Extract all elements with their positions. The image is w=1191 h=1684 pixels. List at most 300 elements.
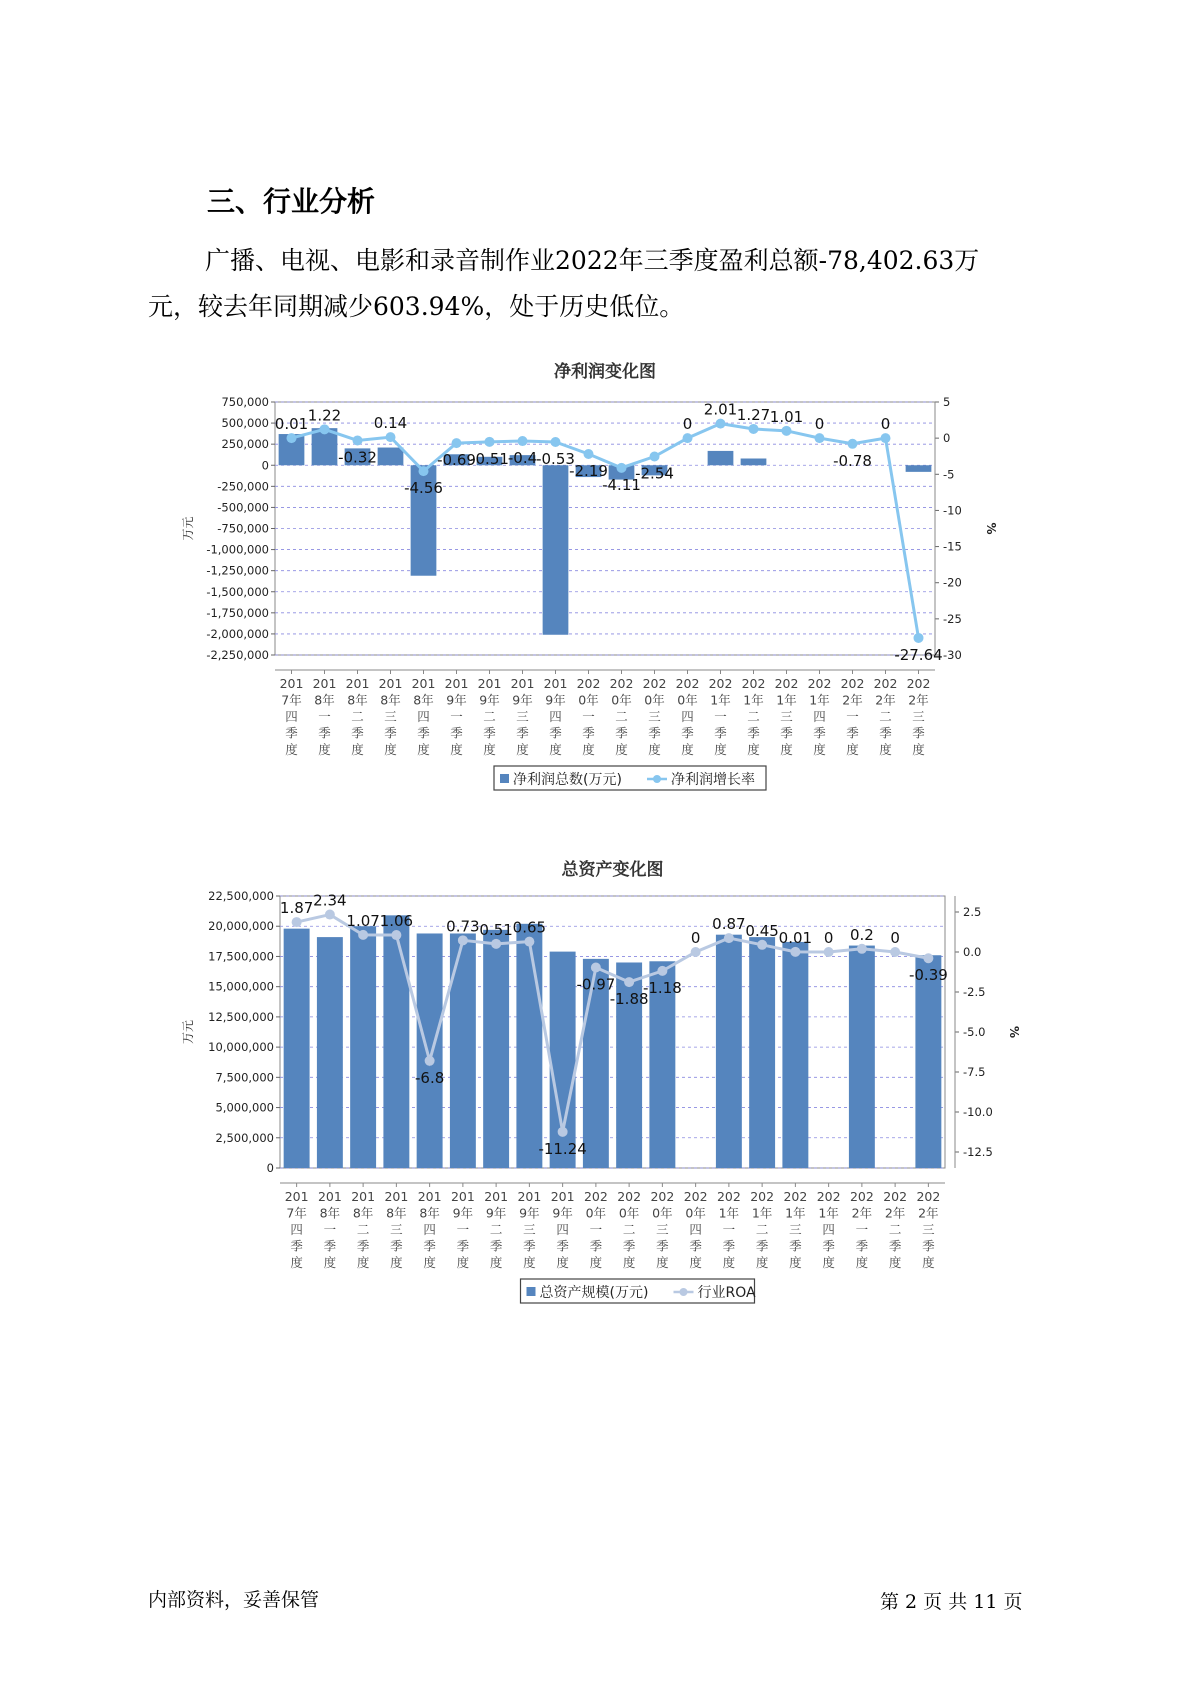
x-tick-label-part: 四 (290, 1222, 303, 1237)
line-point (624, 977, 634, 987)
data-label: -2.19 (569, 461, 608, 480)
data-label: 0.14 (373, 414, 408, 433)
x-tick-label-part: 季 (813, 725, 826, 741)
line-point (716, 419, 726, 429)
x-tick-label-part: 度 (689, 1255, 702, 1270)
x-tick-label-part: 202 (774, 676, 799, 691)
x-tick-label-part: 三 (390, 1222, 403, 1237)
x-tick-label-part: 一 (582, 709, 595, 724)
x-tick-label-part: 度 (384, 742, 397, 757)
x-tick-label-part: 季 (489, 1238, 503, 1254)
x-tick-label-part: 三 (523, 1222, 536, 1237)
x-tick-label-part: 一 (318, 709, 331, 724)
chart-title: 总资产变化图 (561, 860, 664, 880)
x-tick-label-part: 度 (755, 1255, 769, 1270)
x-tick-label-part: 度 (747, 742, 760, 757)
x-tick-label-part: 0年 (578, 692, 599, 708)
data-label: 0.73 (446, 917, 480, 936)
x-tick-label-part: 201 (411, 676, 436, 691)
line-point (790, 947, 800, 957)
x-tick-label-part: 9年 (446, 692, 467, 708)
x-tick-label-part: 度 (323, 1255, 337, 1270)
x-tick-label-part: 度 (622, 1255, 636, 1270)
line-point (353, 435, 363, 445)
x-tick-label (412, 676, 436, 757)
x-tick-label-part: 2年 (908, 692, 929, 708)
x-tick-label-part: 季 (390, 1238, 403, 1254)
x-tick-label-part: 201 (477, 676, 502, 691)
legend-line-marker (680, 1288, 688, 1296)
bar (749, 937, 775, 1168)
x-tick-label (584, 1189, 608, 1270)
bar (782, 942, 808, 1168)
x-tick-label-part: 四 (556, 1222, 569, 1237)
x-tick-label-part: 202 (783, 1189, 808, 1204)
x-tick-label-part: 度 (714, 742, 727, 757)
y-tick-label: 250,000 (221, 437, 269, 452)
x-tick-label (643, 676, 667, 757)
data-label: 0.01 (274, 415, 309, 434)
y-tick-label: 2,500,000 (215, 1130, 274, 1145)
line-point (591, 963, 601, 973)
x-tick-label-part: 一 (714, 709, 727, 724)
y-tick-label: -500,000 (217, 500, 269, 515)
x-tick-label-part: 201 (384, 1189, 409, 1204)
x-tick-label-part: 季 (780, 725, 793, 741)
footer-confidential: 内部资料，妥善保管 (148, 1589, 320, 1611)
x-tick-label-part: 0年 (652, 1205, 673, 1221)
x-tick-label-part: 二 (622, 1222, 636, 1237)
x-tick-label-part: 季 (456, 1238, 470, 1254)
x-tick-label-part: 201 (450, 1189, 475, 1204)
x-tick-label-part: 2年 (875, 692, 896, 708)
data-label: 0 (880, 415, 891, 434)
x-tick-label-part: 202 (906, 676, 931, 691)
x-tick-label-part: 一 (456, 1222, 470, 1237)
x-tick-label-part: 度 (417, 742, 430, 757)
x-tick-label-part: 度 (483, 742, 496, 757)
line-point (358, 930, 368, 940)
x-tick-label-part: 9年 (545, 692, 566, 708)
x-tick-label (709, 676, 733, 757)
x-tick-label-part: 一 (450, 709, 463, 724)
x-tick-label-part: 季 (483, 725, 496, 741)
x-tick-label-part: 9年 (452, 1205, 474, 1221)
x-tick-label-part: 202 (816, 1189, 841, 1204)
x-tick-label (418, 1189, 442, 1270)
x-tick-label-part: 201 (317, 1189, 342, 1204)
y-tick-label: -1,000,000 (206, 542, 269, 557)
x-tick-label-part: 季 (582, 725, 595, 741)
line-point (824, 947, 834, 957)
bar (284, 929, 310, 1168)
x-tick-label-part: 季 (747, 725, 760, 741)
x-tick-label-part: 四 (549, 709, 562, 724)
line-point (425, 1056, 435, 1066)
x-tick-label-part: 度 (846, 742, 859, 757)
x-tick-label (610, 676, 634, 757)
x-tick-label-part: 0年 (611, 692, 632, 708)
x-tick-label-part: 202 (683, 1189, 708, 1204)
y-tick-label: -1,250,000 (206, 563, 269, 578)
x-tick-label (478, 676, 502, 757)
bar (317, 937, 343, 1168)
x-tick-label-part: 二 (351, 709, 364, 724)
x-tick-label (808, 676, 832, 757)
y2-tick-label: 5 (943, 395, 951, 409)
x-tick-label-part: 季 (789, 1238, 802, 1254)
x-tick-label-part: 202 (849, 1189, 874, 1204)
bar (350, 926, 376, 1168)
line-point (848, 439, 858, 449)
x-tick-label-part: 二 (489, 1222, 503, 1237)
y2-tick-label: -5.0 (963, 1025, 986, 1039)
line-point (386, 432, 396, 442)
x-tick-label (750, 1189, 774, 1270)
line-point (391, 930, 401, 940)
data-label: 1.27 (736, 405, 771, 424)
bar (915, 955, 941, 1168)
x-tick-label (384, 1189, 408, 1270)
x-tick-label-part: 8年 (380, 692, 401, 708)
bar (716, 935, 742, 1168)
data-label: -6.8 (414, 1068, 445, 1087)
x-tick-label-part: 0年 (677, 692, 698, 708)
x-tick-label-part: 7年 (281, 692, 302, 708)
x-tick-label-part: 一 (323, 1222, 337, 1237)
x-tick-label-part: 201 (484, 1189, 509, 1204)
data-label: -0.78 (833, 451, 872, 470)
x-tick-label (445, 676, 469, 757)
x-tick-label-part: 季 (656, 1238, 669, 1254)
data-label: 0 (814, 415, 825, 434)
x-tick-label-part: 201 (345, 676, 370, 691)
x-tick-label-part: 8年 (413, 692, 434, 708)
data-label: 1.06 (379, 912, 414, 931)
line-point (724, 933, 734, 943)
y2-tick-label: -20 (943, 575, 962, 590)
x-tick-label-part: 度 (556, 1255, 569, 1270)
x-tick-label (451, 1189, 475, 1270)
x-tick-label (517, 1189, 541, 1270)
x-tick-label-part: 季 (351, 725, 364, 741)
x-tick-label-part: 8年 (419, 1205, 440, 1221)
y-tick-label: -1,750,000 (206, 605, 269, 620)
x-tick-label-part: 度 (780, 742, 793, 757)
bar (378, 448, 404, 466)
x-tick-label (907, 676, 931, 757)
line-point (857, 944, 867, 954)
line-point (458, 935, 468, 945)
line-point (617, 463, 627, 473)
x-tick-label-part: 季 (516, 725, 529, 741)
y2-tick-label: -30 (943, 648, 962, 662)
x-tick-label-part: 1年 (710, 692, 731, 708)
total-assets-chart (180, 855, 1021, 1319)
x-tick-label-part: 8年 (319, 1205, 341, 1221)
x-tick-label-part: 2年 (884, 1205, 906, 1221)
x-tick-label-part: 202 (873, 676, 898, 691)
x-tick-label-part: 三 (516, 709, 529, 724)
bar (708, 451, 734, 465)
x-tick-label-part: 一 (589, 1222, 603, 1237)
data-label: 0.51 (479, 920, 513, 939)
x-tick-label-part: 季 (622, 1238, 636, 1254)
x-tick-label-part: 度 (922, 1255, 935, 1270)
x-tick-label-part: 季 (722, 1238, 736, 1254)
y2-tick-label: -2.5 (963, 985, 986, 999)
x-tick-label-part: 0年 (685, 1205, 706, 1221)
x-tick-label-part: 季 (356, 1238, 370, 1254)
x-tick-label (742, 676, 766, 757)
x-tick-label-part: 202 (883, 1189, 908, 1204)
x-tick-label-part: 四 (681, 709, 694, 724)
bar (483, 930, 509, 1168)
x-tick-label-part: 201 (417, 1189, 442, 1204)
data-label: -27.64 (894, 645, 943, 664)
x-tick-label (817, 1189, 841, 1270)
x-tick-label-part: 8年 (314, 692, 335, 708)
x-tick-label-part: 0年 (585, 1205, 607, 1221)
line-point (650, 452, 660, 462)
y-tick-label: 12,500,000 (208, 1009, 274, 1024)
net-profit-chart-svg (180, 355, 998, 815)
data-label: -1.18 (642, 978, 682, 997)
data-label: 2.01 (703, 400, 738, 419)
x-tick-label-part: 度 (722, 1255, 736, 1270)
bar (383, 915, 409, 1168)
x-tick-label (280, 676, 304, 757)
x-tick-label-part: 季 (615, 725, 628, 741)
x-tick-label-part: 202 (675, 676, 700, 691)
line-point (691, 947, 701, 957)
x-tick-label-part: 202 (807, 676, 832, 691)
x-tick-label-part: 9年 (552, 1205, 573, 1221)
x-tick-label-part: 201 (510, 676, 535, 691)
x-tick-label-part: 8年 (386, 1205, 407, 1221)
x-tick-label-part: 1年 (751, 1205, 773, 1221)
line-point (815, 433, 825, 443)
y-tick-label: 7,500,000 (215, 1070, 274, 1085)
data-label: -4.56 (404, 479, 443, 498)
x-tick-label-part: 季 (549, 725, 562, 741)
data-label: -11.24 (538, 1139, 587, 1158)
x-tick-label-part: 度 (582, 742, 595, 757)
x-tick-label-part: 1年 (718, 1205, 740, 1221)
data-label: -1.88 (609, 990, 649, 1009)
x-tick-label-part: 二 (747, 709, 760, 724)
x-tick-label-part: 201 (517, 1189, 542, 1204)
x-tick-label-part: 二 (356, 1222, 370, 1237)
x-tick-label-part: 9年 (519, 1205, 540, 1221)
x-tick-label-part: 二 (879, 709, 892, 724)
x-tick-label-part: 8年 (352, 1205, 374, 1221)
x-tick-label-part: 度 (648, 742, 661, 757)
x-tick-label (783, 1189, 807, 1270)
data-label: 0.01 (778, 928, 813, 947)
x-tick-label (346, 676, 370, 757)
x-tick-label-part: 201 (351, 1189, 376, 1204)
x-tick-label-part: 1年 (809, 692, 830, 708)
data-label: -0.39 (908, 966, 948, 985)
x-tick-label-part: 度 (549, 742, 562, 757)
data-label: 1.22 (307, 406, 342, 425)
x-tick-label-part: 度 (423, 1255, 436, 1270)
line-point (419, 466, 429, 476)
x-tick-label-part: 0年 (618, 1205, 640, 1221)
line-point (287, 433, 297, 443)
x-tick-label-part: 201 (378, 676, 403, 691)
x-tick-label-part: 201 (550, 1189, 575, 1204)
x-tick-label-part: 季 (822, 1238, 835, 1254)
x-tick-label-part: 四 (423, 1222, 436, 1237)
y-tick-label: -2,000,000 (206, 626, 269, 641)
x-tick-label-part: 1年 (743, 692, 764, 708)
x-tick-label-part: 2年 (918, 1205, 939, 1221)
x-tick-label-part: 季 (323, 1238, 337, 1254)
x-tick-label-part: 度 (285, 742, 298, 757)
x-tick-label-part: 二 (755, 1222, 769, 1237)
x-tick-label-part: 度 (888, 1255, 902, 1270)
summary-line-2: 元，较去年同期减少603.94%，处于历史低位。 (148, 292, 685, 321)
data-label: 0 (690, 929, 701, 947)
x-tick-label-part: 度 (912, 742, 925, 757)
bar (741, 459, 767, 466)
x-tick-label-part: 三 (648, 709, 661, 724)
line-point (584, 449, 594, 459)
x-tick-label-part: 度 (789, 1255, 802, 1270)
x-tick-label-part: 季 (855, 1238, 869, 1254)
data-label: -0.69 (437, 451, 476, 470)
line-point (757, 940, 767, 950)
line-point (683, 433, 693, 443)
x-tick-label (318, 1189, 342, 1270)
x-tick-label-part: 季 (589, 1238, 603, 1254)
x-tick-label-part: 202 (750, 1189, 775, 1204)
y-tick-label: 17,500,000 (208, 949, 274, 964)
x-tick-label-part: 度 (855, 1255, 869, 1270)
x-tick-label-part: 202 (650, 1189, 675, 1204)
line-point (320, 424, 330, 434)
data-label: 2.34 (313, 891, 347, 910)
legend-bar-label: 净利润总数(万元) (513, 772, 622, 788)
x-tick-label-part: 度 (456, 1255, 470, 1270)
x-tick-label-part: 季 (689, 1238, 702, 1254)
x-tick-label-part: 202 (642, 676, 667, 691)
x-tick-label-part: 0年 (644, 692, 665, 708)
plot-area (280, 896, 945, 1168)
x-tick-label-part: 季 (879, 725, 892, 741)
x-tick-label-part: 度 (516, 742, 529, 757)
x-tick-label-part: 202 (609, 676, 634, 691)
x-tick-label-part: 2年 (851, 1205, 873, 1221)
section-heading: 三、行业分析 (207, 185, 376, 218)
x-tick-label-part: 度 (813, 742, 826, 757)
y-tick-label: 500,000 (221, 416, 269, 431)
line-point (551, 437, 561, 447)
y-tick-label: 22,500,000 (208, 889, 274, 903)
x-tick-label-part: 度 (390, 1255, 403, 1270)
data-label: 0.87 (712, 915, 746, 934)
y-tick-label: 5,000,000 (215, 1100, 274, 1115)
y2-tick-label: -5 (943, 467, 955, 482)
y-tick-label: 10,000,000 (208, 1040, 274, 1055)
x-tick-label-part: 度 (356, 1255, 370, 1270)
x-tick-label-part: 202 (576, 676, 601, 691)
x-tick-label (285, 1189, 309, 1270)
x-tick-label (883, 1189, 907, 1270)
data-label: 0.65 (512, 918, 547, 937)
x-tick-label (313, 676, 337, 757)
x-tick-label-part: 二 (483, 709, 496, 724)
chart-title: 净利润变化图 (554, 362, 656, 382)
x-tick-label-part: 度 (589, 1255, 603, 1270)
x-tick-label-part: 201 (284, 1189, 309, 1204)
x-tick-label-part: 季 (523, 1238, 536, 1254)
total-assets-chart-svg (180, 855, 1021, 1315)
data-label: 0.45 (745, 921, 779, 940)
line-point (325, 910, 335, 920)
x-tick-label-part: 季 (888, 1238, 902, 1254)
x-tick-label (351, 1189, 375, 1270)
x-tick-label-part: 四 (285, 709, 298, 724)
y-tick-label: 20,000,000 (208, 919, 274, 934)
x-tick-label-part: 7年 (286, 1205, 307, 1221)
x-tick-label (775, 676, 799, 757)
x-tick-label-part: 8年 (347, 692, 368, 708)
x-tick-label-part: 202 (708, 676, 733, 691)
x-tick-label-part: 季 (922, 1238, 935, 1254)
legend-line-label: 行业ROA (697, 1285, 756, 1301)
y2-tick-label: -10.0 (963, 1105, 993, 1119)
x-tick-label-part: 季 (290, 1238, 303, 1254)
x-tick-label-part: 二 (888, 1222, 902, 1237)
x-tick-label (484, 1189, 508, 1270)
line-point (485, 437, 495, 447)
x-tick-label-part: 度 (450, 742, 463, 757)
x-tick-label-part: 一 (855, 1222, 869, 1237)
y2-axis-title: % (1007, 1025, 1021, 1039)
y-tick-label: -250,000 (217, 479, 269, 494)
x-tick-label-part: 202 (716, 1189, 741, 1204)
data-label: 0.2 (849, 925, 874, 944)
legend-line-marker (653, 775, 661, 783)
line-point (518, 436, 528, 446)
x-tick-label-part: 季 (648, 725, 661, 741)
y-tick-label: 0 (266, 1161, 274, 1175)
x-tick-label-part: 度 (523, 1255, 536, 1270)
x-tick-label-part: 度 (681, 742, 694, 757)
data-label: -0.32 (338, 448, 377, 467)
x-tick-label-part: 202 (741, 676, 766, 691)
x-tick-label-part: 四 (417, 709, 430, 724)
data-label: -0.51 (470, 449, 509, 468)
x-tick-label (676, 676, 700, 757)
y-tick-label: -2,250,000 (206, 648, 269, 662)
y2-tick-label: -7.5 (963, 1065, 986, 1079)
x-tick-label (617, 1189, 641, 1270)
x-tick-label-part: 202 (840, 676, 865, 691)
x-tick-label-part: 季 (556, 1238, 569, 1254)
line-point (914, 633, 924, 643)
y2-tick-label: -12.5 (963, 1145, 993, 1159)
line-point (881, 433, 891, 443)
x-tick-label-part: 201 (444, 676, 469, 691)
net-profit-chart (180, 355, 998, 819)
x-tick-label-part: 四 (822, 1222, 835, 1237)
x-tick-label-part: 三 (912, 709, 925, 724)
x-tick-label-part: 季 (384, 725, 397, 741)
